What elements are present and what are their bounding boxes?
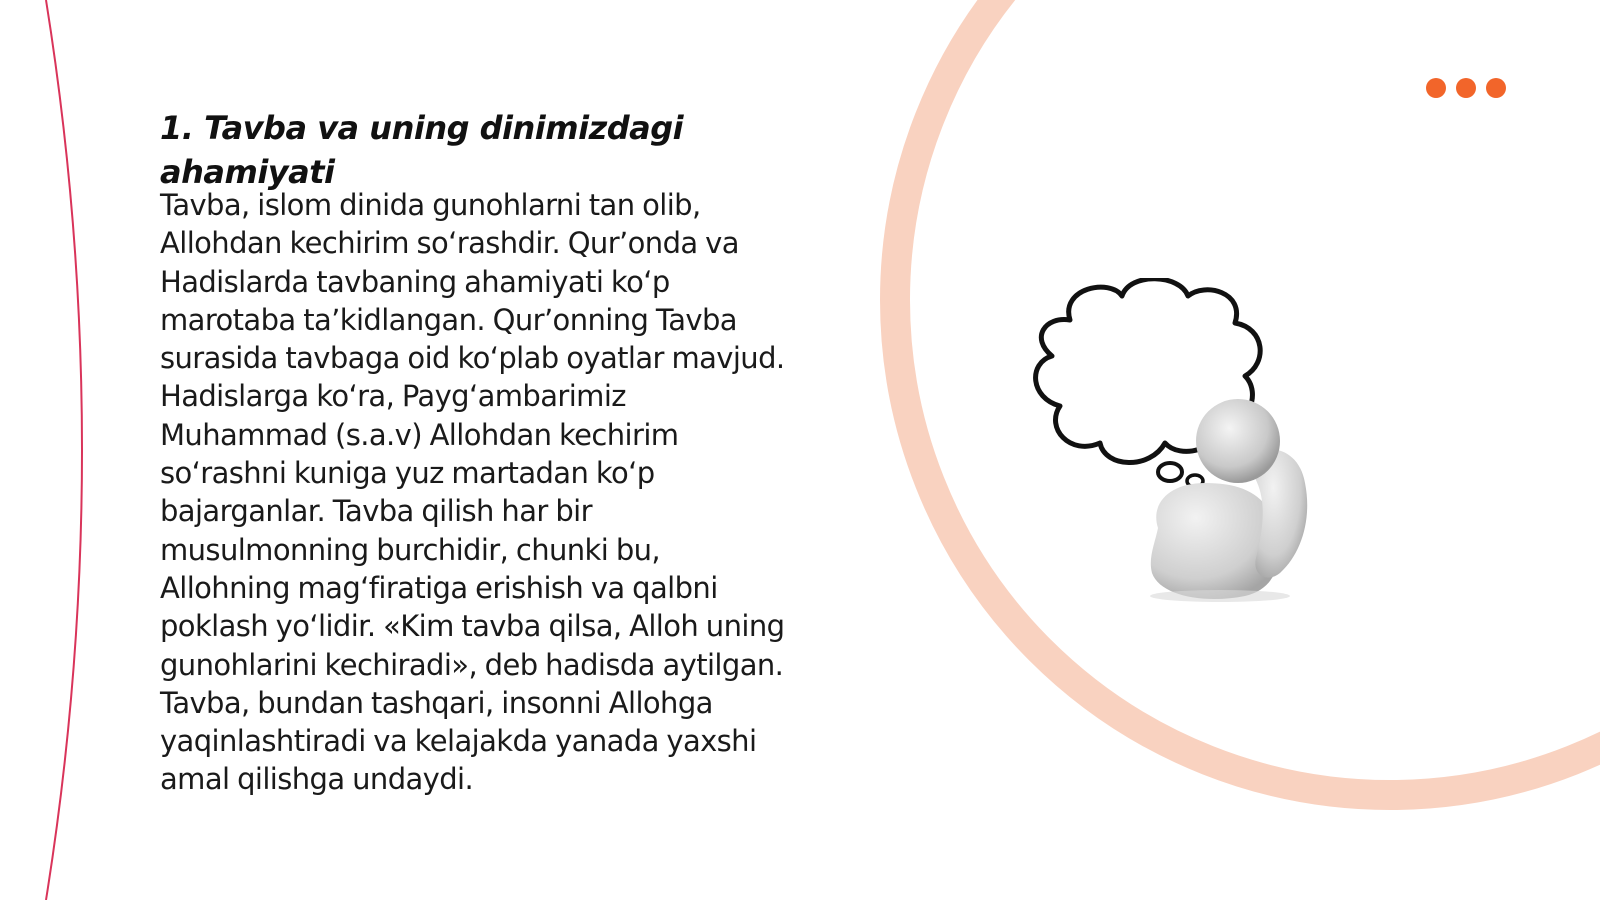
slide-title [160,106,800,194]
thought-bubble-small [1158,463,1182,481]
title-line: 1. Tavba va uning dinimizdagi [160,109,684,147]
body-line: yaqinlashtiradi va kelajakda yanada yaxshi [160,724,757,759]
body-line: marotaba ta’kidlangan. Qur’onning Tavba [160,302,737,337]
body-line: so‘rashni kuniga yuz martadan ko‘p [160,456,655,491]
title-line: ahamiyati [160,153,335,191]
body-line: musulmonning burchidir, chunki bu, [160,532,661,567]
dot [1456,78,1476,98]
body-line: Allohdan kechirim so‘rashdir. Qur’onda va [160,226,739,261]
body-line: gunohlarini kechiradi», deb hadisda aytilgan. [160,647,784,682]
thinking-person-icon [1030,278,1340,608]
body-line: bajarganlar. Tavba qilish har bir [160,494,592,529]
body-line: poklash yo‘lidir. «Kim tavba qilsa, Alloh uning [160,609,785,644]
person-shadow [1150,590,1290,602]
body-line: amal qilishga undaydi. [160,762,474,797]
more-dots-icon [1426,78,1506,98]
dot [1426,78,1446,98]
body-line: surasida tavbaga oid ko‘plab oyatlar mavjud. [160,341,785,376]
body-line: Tavba, bundan tashqari, insonni Allohga [160,685,713,720]
body-line: Tavba, islom dinida gunohlarni tan olib, [160,188,701,222]
left-accent-line [46,0,82,900]
body-line: Hadislarga ko‘ra, Payg‘ambarimiz [160,379,626,414]
body-line: Hadislarda tavbaning ahamiyati ko‘p [160,264,670,299]
body-line: Muhammad (s.a.v) Allohdan kechirim [160,417,679,452]
body-line: Allohning mag‘firatiga erishish va qalbni [160,570,718,605]
slide-body [160,186,850,799]
person-head [1196,399,1280,483]
dot [1486,78,1506,98]
